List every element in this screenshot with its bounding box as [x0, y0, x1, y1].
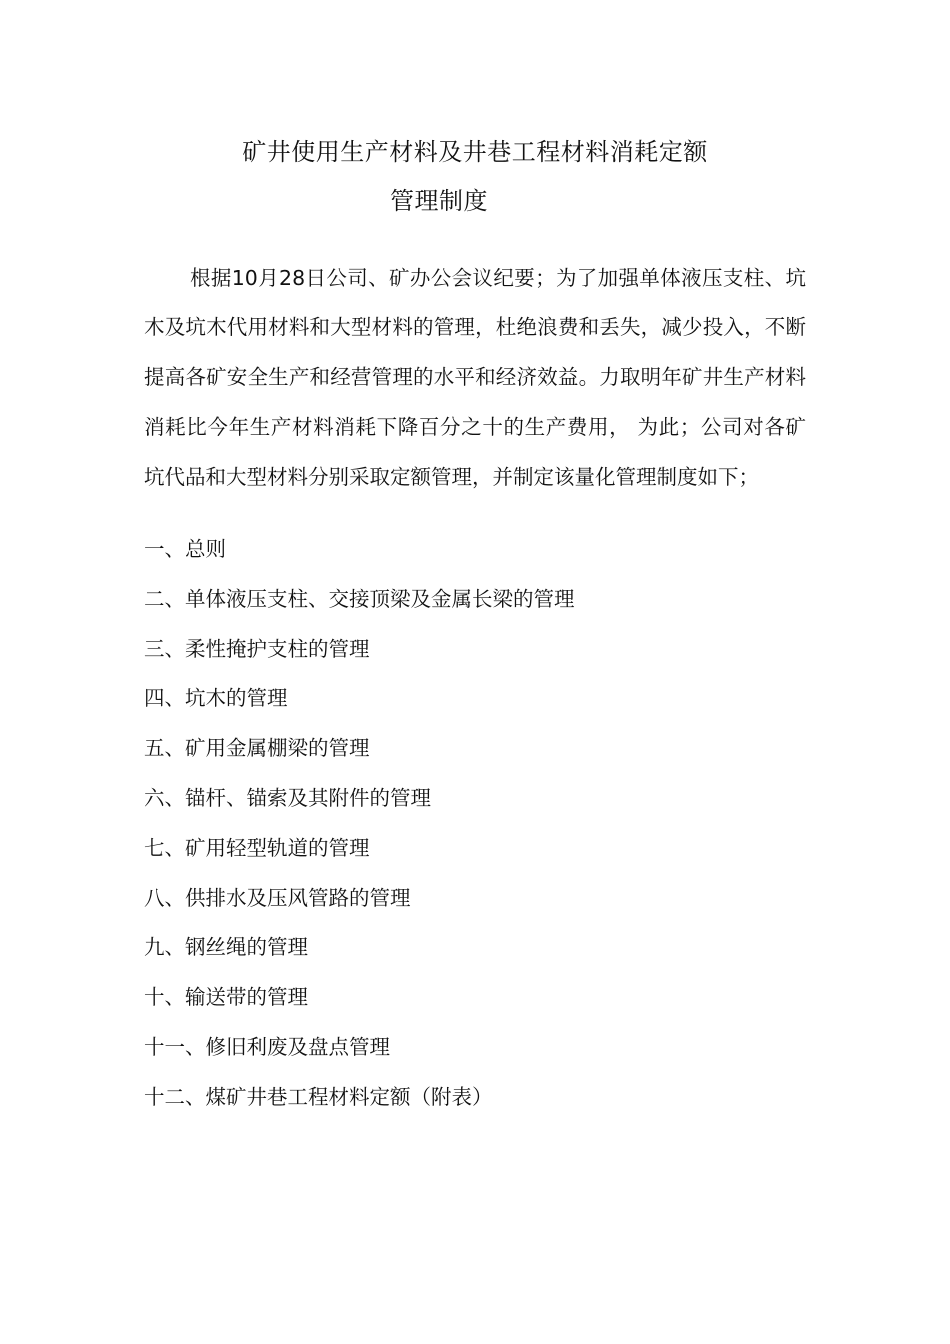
section-item: 八、供排水及压风管路的管理: [144, 885, 411, 910]
section-item: 十一、修旧利废及盘点管理: [144, 1034, 390, 1059]
section-item: 五、矿用金属棚梁的管理: [144, 736, 370, 761]
section-item: 十二、煤矿井巷工程材料定额（附表）: [144, 1084, 493, 1109]
document-title: 矿井使用生产材料及井巷工程材料消耗定额: [242, 138, 708, 166]
section-item: 一、总则: [144, 537, 226, 561]
section-item: 六、锚杆、锚索及其附件的管理: [144, 785, 431, 810]
section-item: 十、输送带的管理: [144, 985, 308, 1010]
section-item: 七、矿用轻型轨道的管理: [144, 835, 370, 860]
section-list: [144, 525, 806, 1123]
section-item: 九、钢丝绳的管理: [144, 935, 308, 960]
section-item: 三、柔性掩护支柱的管理: [144, 636, 370, 661]
section-item: 四、坑木的管理: [144, 686, 288, 711]
intro-paragraph: 根据10月28日公司、矿办公会议纪要；为了加强单体液压支柱、坑木及坑木代用材料和大型材料的管理，杜绝浪费和丢失，减少投入，不断提高各矿安全生产和经营管理的水平和经济效益。力取明年矿井生产材料消耗比今年生产材料消耗下降百分之十的生产费用， 为此；公司对各矿坑代品和大型材料分别采取定额管理，并制定该量化管理制度如下；: [144, 265, 806, 489]
section-item: 二、单体液压支柱、交接顶梁及金属长梁的管理: [144, 586, 575, 611]
document-subtitle: 管理制度: [390, 187, 488, 215]
